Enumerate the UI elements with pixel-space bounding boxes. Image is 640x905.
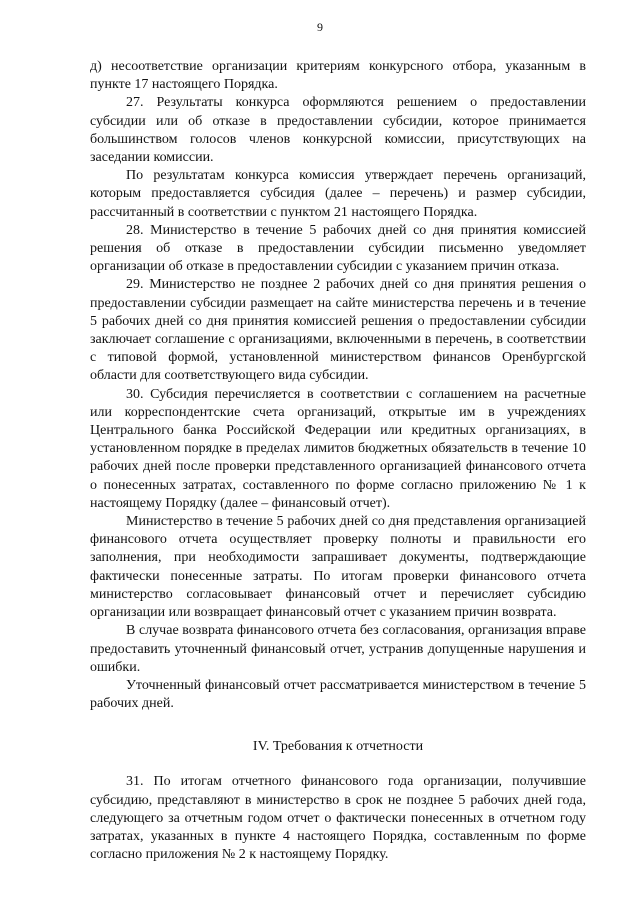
section-heading: IV. Требования к отчетности [252, 739, 424, 755]
paragraph-subitem-d: д) несоответствие организации критериям конкурсного отбора, указанным в пункте 17 настоящего Порядка. [90, 59, 586, 93]
page-number: 9 [317, 20, 323, 34]
paragraph-30: 30. Субсидия перечисляется в соответствии с соглашением на расчетные или корреспондентские счета организаций, открытые им в учреждениях Центрального банка Российской Федерации или кредитных организациях, в установленном порядке в пределах лимитов бюджетных обязательств в течение 10 рабочих дней после проверки представленного организацией финансового отчета о понесенных затратах, составленного по форме согласно приложению № 1 к настоящему Порядку (далее – финансовый отчет). [90, 386, 586, 511]
paragraph-31: 31. По итогам отчетного финансового года организации, получившие субсидию, представляют в министерство в срок не позднее 5 рабочих дней года, следующего за отчетным годом отчет о фактически понесенных в отчетном году затратах, указанных в пункте 4 настоящего Порядка, составленным по форме согласно приложения № 2 к настоящему Порядку. [90, 774, 586, 863]
paragraph-27-list: По результатам конкурса комиссия утверждает перечень организаций, которым предоставляется субсидия (далее – перечень) и размер субсидии, рассчитанный в соответствии с пунктом 21 настоящего Порядка. [90, 168, 586, 220]
paragraph-30-revised: Уточненный финансовый отчет рассматривается министерством в течение 5 рабочих дней. [90, 677, 586, 712]
paragraph-29: 29. Министерство не позднее 2 рабочих дней со дня принятия решения о предоставлении субсидии размещает на сайте министерства перечень и в течение 5 рабочих дней со дня принятия комиссией решения о предоставлении субсидии заключает соглашение с организациями, включенными в перечень, в соответствии с типовой формой, установленной министерством финансов Оренбургской области для соответствующего вида субсидии. [90, 277, 586, 384]
paragraph-27: 27. Результаты конкурса оформляются решением о предоставлении субсидии или об отказе в предоставлении субсидии, которое принимается большинством голосов членов конкурсной комиссии, присутствующих на заседании комиссии. [90, 95, 586, 166]
paragraph-28: 28. Министерство в течение 5 рабочих дней со дня принятия комиссией решения об отказе в предоставлении субсидии письменно уведомляет организации об отказе в предоставлении субсидии с указанием причин отказа. [90, 222, 586, 275]
paragraph-30-return: В случае возврата финансового отчета без согласования, организация вправе предоставить уточненный финансовый отчет, устранив допущенные нарушения и ошибки. [90, 623, 586, 675]
paragraph-30-check: Министерство в течение 5 рабочих дней со дня представления организацией финансового отчета осуществляет проверку полноты и правильности его заполнения, при необходимости запрашивает документы, подтверждающие фактически понесенные затраты. По итогам проверки финансового отчета министерство согласовывает финансовый отчет и перечисляет субсидию организации или возвращает финансовый отчет с указанием причин возврата. [90, 514, 586, 621]
document-body [90, 58, 586, 864]
